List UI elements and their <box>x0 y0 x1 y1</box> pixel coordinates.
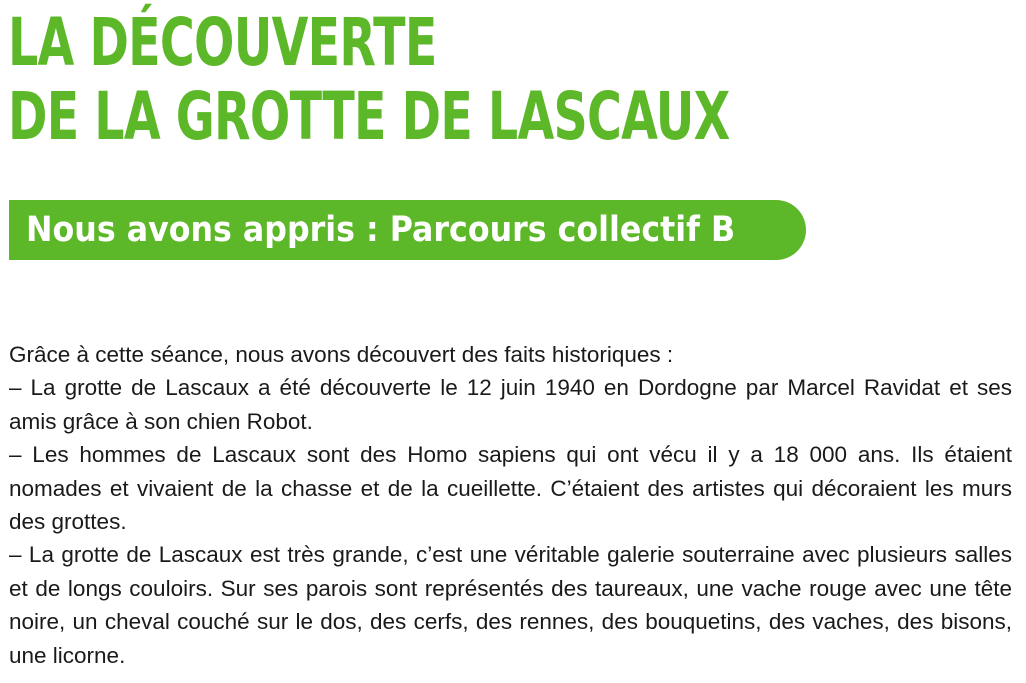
lesson-summary <box>9 338 1012 672</box>
summary-intro: Grâce à cette séance, nous avons découvert des faits historiques : <box>9 342 674 367</box>
summary-item-homo-sapiens: – Les hommes de Lascaux sont des Homo sapiens qui ont vécu il y a 18 000 ans. Ils étaient nomades et vivaient de la chasse et de la cueillette. C’étaient des artistes qui décoraient les murs des grottes. <box>9 442 1012 535</box>
summary-item-cave-paintings: – La grotte de Lascaux est très grande, c’est une véritable galerie souterraine avec plusieurs salles et de longs couloirs. Sur ses parois sont représentés des taureaux, une vache rouge avec une tête noire, un cheval couché sur le dos, des cerfs, des rennes, des bouquetins, des vaches, des bisons, une licorne. <box>9 542 1012 668</box>
page-title <box>8 6 730 154</box>
section-banner-heading: Nous avons appris : Parcours collectif B <box>26 210 736 250</box>
page-title-line-1: LA DÉCOUVERTE <box>8 4 437 81</box>
summary-item-discovery: – La grotte de Lascaux a été découverte le 12 juin 1940 en Dordogne par Marcel Ravidat et ses amis grâce à son chien Robot. <box>9 375 1012 434</box>
page-title-line-2: DE LA GROTTE DE LASCAUX <box>8 78 730 155</box>
section-banner <box>9 200 806 260</box>
